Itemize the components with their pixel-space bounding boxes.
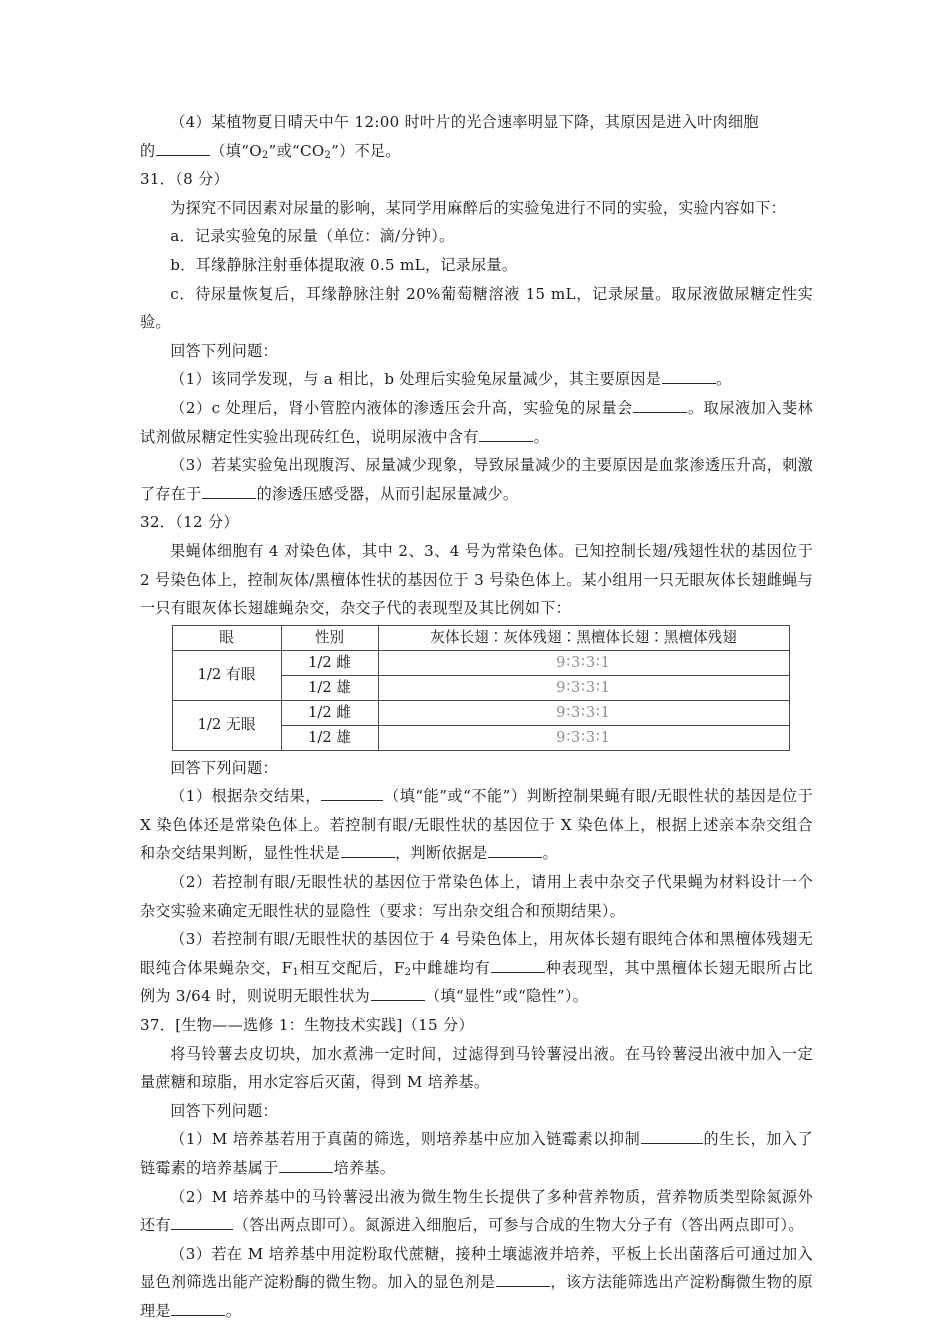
q37-sub1-text-b: 的生长，加入了链霉素的培养基属于 — [140, 1130, 813, 1177]
q37-sub1 — [140, 1125, 813, 1182]
fill-blank[interactable] — [279, 1158, 333, 1173]
fill-blank[interactable] — [202, 483, 256, 498]
q32-number: 32． — [140, 513, 176, 532]
cell-ratio: 9∶3∶3∶1 — [378, 700, 789, 725]
q32-intro: 果蝇体细胞有 4 对染色体，其中 2、3、4 号为常染色体。已知控制长翅/残翅性状的基因位于 2 号染色体上，控制灰体/黑檀体性状的基因位于 3 号染色体上。某小组用一只无眼灰体长翅雌蝇与一只有眼灰体长翅雄蝇杂交，杂交子代的表现型及其比例如下： — [140, 541, 813, 618]
q30-part4-mid: （填“O — [210, 141, 262, 160]
exam-page — [140, 108, 813, 1326]
q30-part4-line2 — [140, 137, 813, 166]
q37-sub3 — [140, 1240, 813, 1326]
question-32 — [140, 508, 813, 1011]
q32-sub1 — [140, 782, 813, 868]
q37-number: 37． — [140, 1016, 176, 1035]
cell-ratio: 9∶3∶3∶1 — [378, 650, 789, 675]
q37-intro: 将马铃薯去皮切块，加水煮沸一定时间，过滤得到马铃薯浸出液。在马铃薯浸出液中加入一定量蔗糖和琼脂，用水定容后灭菌，得到 M 培养基。 — [140, 1044, 813, 1092]
q37-sub1-text-c: 培养基。 — [333, 1159, 396, 1177]
q37-heading — [140, 1011, 813, 1040]
cell-sex: 1/2 雌 — [281, 650, 378, 675]
q30-part4-line1: （4）某植物夏日晴天中午 12:00 时叶片的光合速率明显下降，其原因是进入叶肉细胞 — [170, 113, 759, 131]
fill-blank[interactable] — [491, 958, 545, 973]
table-header-row — [172, 625, 789, 650]
q32-sub3-text-b: 相互交配后，F — [299, 958, 405, 977]
q31-step-c: c．待尿量恢复后，耳缘静脉注射 20%葡萄糖溶液 15 mL，记录尿量。取尿液做尿糖定性实验。 — [140, 284, 813, 332]
q32-sub3-text-a: （3）若控制有眼/无眼性状的基因位于 4 号染色体上，用灰体长翅有眼纯合体和黑檀体残翅无眼纯合体果蝇杂交，F — [140, 930, 813, 977]
fill-blank[interactable] — [171, 1301, 225, 1316]
q31-sub2-text-a: （2）c 处理后，肾小管腔内液体的渗透压会升高，实验兔的尿量会 — [170, 398, 633, 417]
fill-blank[interactable] — [633, 398, 687, 413]
q30-part4-end: ”）不足。 — [331, 141, 401, 160]
q37-title: [生物——选修 1：生物技术实践]（15 分） — [175, 1016, 474, 1035]
q31-intro: 为探究不同因素对尿量的影响，某同学用麻醉后的实验兔进行不同的实验，实验内容如下： — [170, 198, 787, 217]
cell-sex: 1/2 雄 — [281, 725, 378, 750]
q32-sub2: （2）若控制有眼/无眼性状的基因位于常染色体上，请用上表中杂交子代果蝇为材料设计一个杂交实验来确定无眼性状的显隐性（要求：写出杂交组合和预期结果）。 — [140, 873, 813, 920]
f1-subscript: 1 — [292, 967, 300, 979]
genetics-table — [172, 625, 790, 751]
f2-subscript: 2 — [404, 967, 412, 979]
q32-answer-prompt: 回答下列问题： — [170, 758, 278, 777]
fill-blank[interactable] — [171, 1215, 233, 1230]
question-37 — [140, 1011, 813, 1326]
table-row — [172, 700, 789, 725]
q37-sub3-text-c: 。 — [225, 1301, 242, 1320]
q32-sub3 — [140, 925, 813, 1011]
q31-sub2 — [140, 394, 813, 451]
q37-answer-prompt: 回答下列问题： — [170, 1101, 278, 1120]
q31-sub1-text-a: （1）该同学发现，与 a 相比，b 处理后实验兔尿量减少，其主要原因是 — [170, 370, 662, 389]
q31-sub1 — [140, 365, 813, 394]
q32-sub1-text-d: 。 — [542, 844, 558, 863]
header-eye: 眼 — [172, 625, 281, 650]
q37-sub3-text-a: （3）若在 M 培养基中用淀粉取代蔗糖，接种土壤滤液并培养，平板上长出菌落后可通过加入显色剂筛选出能产淀粉酶的微生物。加入的显色剂是 — [140, 1244, 813, 1292]
q37-sub2 — [140, 1183, 813, 1240]
q32-sub3-text-c: 中雌雄均有 — [411, 958, 491, 977]
genetics-table-wrapper — [140, 625, 813, 751]
q32-sub1-text-a: （1）根据杂交结果， — [170, 787, 321, 806]
o2-subscript: 2 — [261, 149, 269, 161]
fill-blank[interactable] — [662, 369, 716, 384]
q31-score: （8 分） — [175, 170, 229, 189]
q32-sub3-text-e: （填“显性”或“隐性”）。 — [425, 987, 589, 1006]
q32-sub3-text-d: 种表现型，其中黑檀体长翅无眼所占比例为 3/64 时，则说明无眼性状为 — [140, 958, 813, 1006]
cell-sex: 1/2 雄 — [281, 675, 378, 700]
q31-sub2-text-b: 。取尿液加入斐林试剂做尿糖定性实验出现砖红色，说明尿液中含有 — [140, 398, 813, 446]
q31-step-b: b．耳缘静脉注射垂体提取液 0.5 mL，记录尿量。 — [170, 255, 518, 274]
q30-part4-mid2: ”或“CO — [268, 141, 325, 160]
fill-blank[interactable] — [156, 140, 210, 155]
q37-sub2-text-b: （答出两点即可）。氮源进入细胞后，可参与合成的生物大分子有（答出两点即可）。 — [233, 1216, 804, 1235]
q31-number: 31． — [140, 170, 176, 189]
header-ratio: 灰体长翅∶灰体残翅∶黑檀体长翅∶黑檀体残翅 — [378, 625, 789, 650]
fill-blank[interactable] — [371, 986, 425, 1001]
q31-sub3-text-b: 的渗透压感受器，从而引起尿量减少。 — [256, 484, 519, 503]
cell-eye-has: 1/2 有眼 — [172, 650, 281, 700]
q32-sub1-text-c: ，判断依据是 — [395, 844, 488, 863]
q31-sub2-text-c: 。 — [533, 427, 550, 446]
q31-heading — [140, 165, 813, 194]
table-row — [172, 650, 789, 675]
q31-sub3 — [140, 451, 813, 508]
cell-ratio: 9∶3∶3∶1 — [378, 675, 789, 700]
q30-part4-prefix: 的 — [140, 141, 156, 160]
q37-sub1-text-a: （1）M 培养基若用于真菌的筛选，则培养基中应加入链霉素以抑制 — [170, 1130, 641, 1149]
cell-sex: 1/2 雌 — [281, 700, 378, 725]
co2-subscript: 2 — [324, 149, 332, 161]
q37-sub2-text-a: （2）M 培养基中的马铃薯浸出液为微生物生长提供了多种营养物质，营养物质类型除氮源外还有 — [140, 1187, 813, 1235]
fill-blank[interactable] — [321, 786, 383, 801]
q31-sub1-text-b: 。 — [716, 370, 732, 389]
question-30-part4 — [140, 108, 813, 165]
fill-blank[interactable] — [641, 1129, 703, 1144]
cell-eye-none: 1/2 无眼 — [172, 700, 281, 750]
cell-ratio: 9∶3∶3∶1 — [378, 725, 789, 750]
fill-blank[interactable] — [341, 843, 395, 858]
fill-blank[interactable] — [479, 426, 533, 441]
q32-heading — [140, 508, 813, 537]
q31-sub3-text-a: （3）若某实验兔出现腹泻、尿量减少现象，导致尿量减少的主要原因是血浆渗透压升高，刺激了存在于 — [140, 456, 813, 503]
q37-sub3-text-b: ，该方法能筛选出产淀粉酶微生物的原理是 — [140, 1273, 813, 1320]
header-sex: 性别 — [281, 625, 378, 650]
q32-score: （12 分） — [175, 513, 239, 532]
fill-blank[interactable] — [488, 843, 542, 858]
q31-answer-prompt: 回答下列问题： — [170, 341, 278, 360]
q31-step-a: a．记录实验兔的尿量（单位：滴/分钟）。 — [170, 227, 455, 246]
q32-sub1-text-b: （填“能”或“不能”）判断控制果蝇有眼/无眼性状的基因是位于 X 染色体还是常染色体上。若控制有眼/无眼性状的基因位于 X 染色体上，根据上述亲本杂交组合和杂交结果判断，显性性状是 — [140, 787, 814, 863]
question-31 — [140, 165, 813, 508]
fill-blank[interactable] — [496, 1272, 550, 1287]
